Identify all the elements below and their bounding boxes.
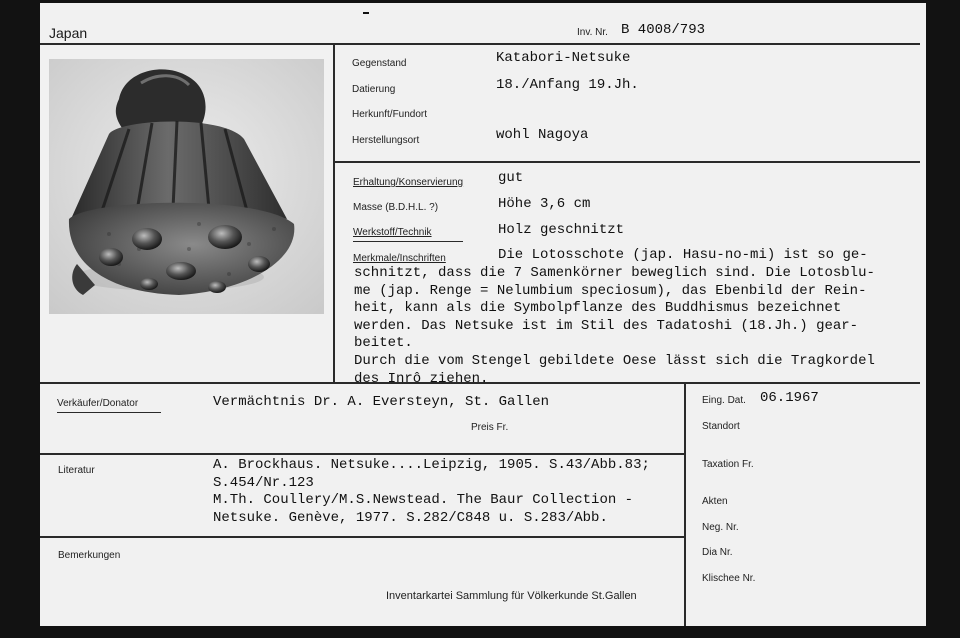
akten-label: Akten — [702, 496, 728, 507]
herstellungsort-value: wohl Nagoya — [496, 127, 589, 143]
standort-label: Standort — [702, 421, 740, 432]
literatur-line: A. Brockhaus. Netsuke....Leipzig, 1905. S.43/Abb.83; — [213, 457, 650, 473]
datierung-label: Datierung — [352, 84, 396, 95]
literatur-line: Netsuke. Genève, 1977. S.282/C848 u. S.283/Abb. — [213, 509, 608, 526]
taxation-label: Taxation Fr. — [702, 459, 754, 470]
merkmale-text-a — [498, 247, 868, 265]
bemerkungen-label: Bemerkungen — [58, 550, 121, 561]
werkstoff-label: Werkstoff/Technik — [353, 227, 432, 238]
object-photo — [49, 59, 324, 314]
header-rule — [40, 43, 920, 45]
merkmale-text-b — [354, 265, 875, 388]
merkmale-line: des Inrô ziehen. — [354, 370, 489, 387]
herkunft-label: Herkunft/Fundort — [352, 109, 428, 120]
eing-dat-label: Eing. Dat. — [702, 395, 746, 406]
mark — [363, 12, 369, 14]
klischee-nr-label: Klischee Nr. — [702, 573, 756, 584]
side-divider — [684, 382, 686, 626]
literatur-text — [213, 457, 650, 527]
herstellungsort-label: Herstellungsort — [352, 135, 420, 146]
masse-label: Masse (B.D.H.L. ?) — [353, 202, 439, 213]
merkmale-line: Durch die vom Stengel gebildete Oese lässt sich die Tragkordel — [354, 352, 875, 369]
erhaltung-label: Erhaltung/Konservierung — [353, 177, 464, 188]
gegenstand-label: Gegenstand — [352, 58, 407, 69]
merkmale-line: heit, kann als die Symbolpflanze des Buddhismus bezeichnet — [354, 300, 842, 317]
merkmale-line: werden. Das Netsuke ist im Stil des Tadatoshi (18.Jh.) gear- — [354, 317, 859, 334]
merkmale-line: schnitzt, dass die 7 Samenkörner beweglich sind. Die Lotosblu- — [354, 265, 875, 281]
section-rule-4 — [40, 536, 684, 538]
inv-nr-value: B 4008/793 — [621, 22, 706, 38]
literatur-label: Literatur — [58, 465, 95, 476]
erhaltung-value: gut — [498, 170, 524, 186]
verkaeufer-label: Verkäufer/Donator — [57, 398, 139, 409]
preis-label: Preis Fr. — [471, 422, 509, 433]
verkaeufer-value: Vermächtnis Dr. A. Eversteyn, St. Gallen — [213, 394, 550, 410]
merkmale-line: beitet. — [354, 335, 413, 352]
literatur-line: M.Th. Coullery/M.S.Newstead. The Baur Collection - — [213, 492, 634, 509]
dia-nr-label: Dia Nr. — [702, 547, 733, 558]
werkstoff-value: Holz geschnitzt — [498, 222, 625, 238]
literatur-line: S.454/Nr.123 — [213, 474, 314, 491]
inventory-card — [40, 3, 926, 626]
inv-nr-label: Inv. Nr. — [577, 27, 608, 38]
netsuke-image — [49, 59, 324, 314]
section-rule-3 — [40, 453, 684, 455]
merkmale-label: Merkmale/Inschriften — [353, 253, 446, 264]
datierung-value: 18./Anfang 19.Jh. — [496, 77, 639, 93]
photo-divider — [333, 43, 335, 383]
merkmale-line: me (jap. Renge = Nelumbium speciosum), das Ebenbild der Rein- — [354, 282, 867, 299]
merkmale-line: Die Lotosschote (jap. Hasu-no-mi) ist so ge- — [498, 247, 868, 263]
gegenstand-value: Katabori-Netsuke — [496, 50, 631, 66]
footer-label: Inventarkartei Sammlung für Völkerkunde St.Gallen — [386, 590, 637, 602]
werkstoff-rule — [353, 241, 463, 242]
eing-dat-value: 06.1967 — [760, 390, 819, 406]
masse-value: Höhe 3,6 cm — [498, 196, 591, 212]
section-rule-1 — [333, 161, 920, 163]
region-label: Japan — [49, 25, 88, 41]
verkaeufer-rule — [57, 412, 161, 413]
neg-nr-label: Neg. Nr. — [702, 522, 739, 533]
